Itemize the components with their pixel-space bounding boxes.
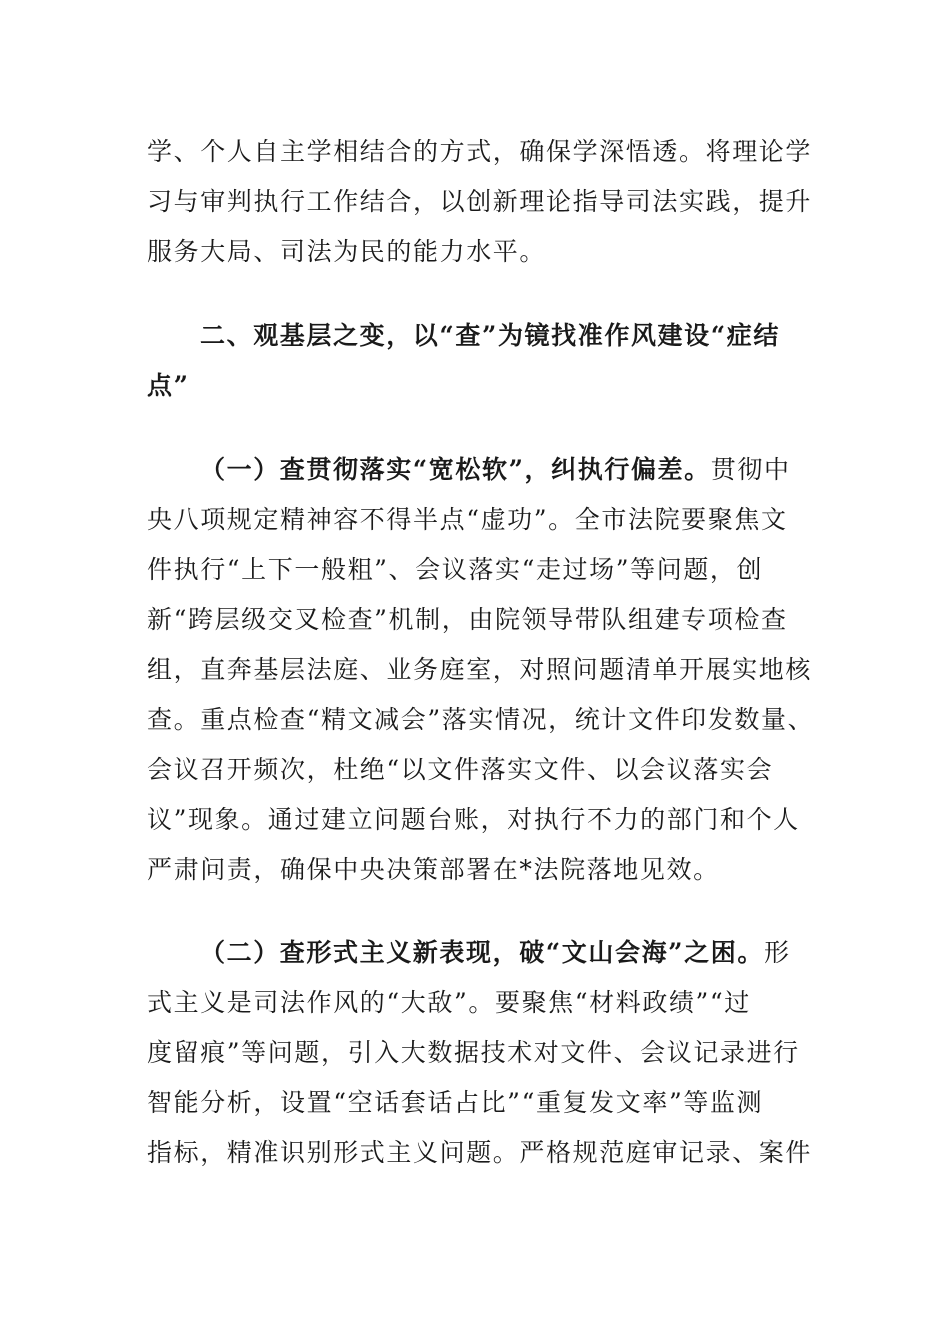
section-heading-line: 点”: [147, 371, 190, 400]
subsection-heading: （二）查形式主义新表现，破“文山会海”之困。: [200, 938, 764, 967]
body-text: 形: [763, 938, 791, 967]
body-text-line: 件执行“上下一般粗”、会议落实“走过场”等问题，创: [147, 555, 764, 584]
section-heading-line: 二、观基层之变，以“查”为镜找准作风建设“症结: [200, 321, 780, 350]
body-text-line: 央八项规定精神容不得半点“虚功”。全市法院要聚焦文: [147, 505, 788, 534]
body-text-line: 学、个人自主学相结合的方式，确保学深悟透。将理论学: [147, 137, 813, 166]
body-text-line: 新“跨层级交叉检查”机制，由院领导带队组建专项检查: [147, 605, 788, 634]
body-text-line: 习与审判执行工作结合，以创新理论指导司法实践，提升: [147, 187, 813, 216]
body-text-line: 查。重点检查“精文减会”落实情况，统计文件印发数量、: [147, 705, 815, 734]
body-text-line: 组，直奔基层法庭、业务庭室，对照问题清单开展实地核: [147, 655, 813, 684]
body-text-line: 严肃问责，确保中央决策部署在*法院落地见效。: [147, 855, 720, 884]
subsection-first-line: [200, 455, 791, 485]
body-text-line: 智能分析，设置“空话套话占比”“重复发文率”等监测: [147, 1088, 764, 1117]
body-text: 贯彻中: [710, 455, 791, 484]
body-text-line: 式主义是司法作风的“大敌”。要聚焦“材料政绩”“过: [147, 988, 751, 1017]
body-text-line: 议”现象。通过建立问题台账，对执行不力的部门和个人: [147, 805, 800, 834]
subsection-first-line: [200, 938, 791, 968]
body-text-line: 服务大局、司法为民的能力水平。: [147, 237, 547, 266]
body-text-line: 指标，精准识别形式主义问题。严格规范庭审记录、案件: [147, 1138, 813, 1167]
body-text-line: 度留痕”等问题，引入大数据技术对文件、会议记录进行: [147, 1038, 800, 1067]
body-text-line: 会议召开频次，杜绝“以文件落实文件、以会议落实会: [147, 755, 774, 784]
subsection-heading: （一）查贯彻落实“宽松软”，纠执行偏差。: [200, 455, 711, 484]
